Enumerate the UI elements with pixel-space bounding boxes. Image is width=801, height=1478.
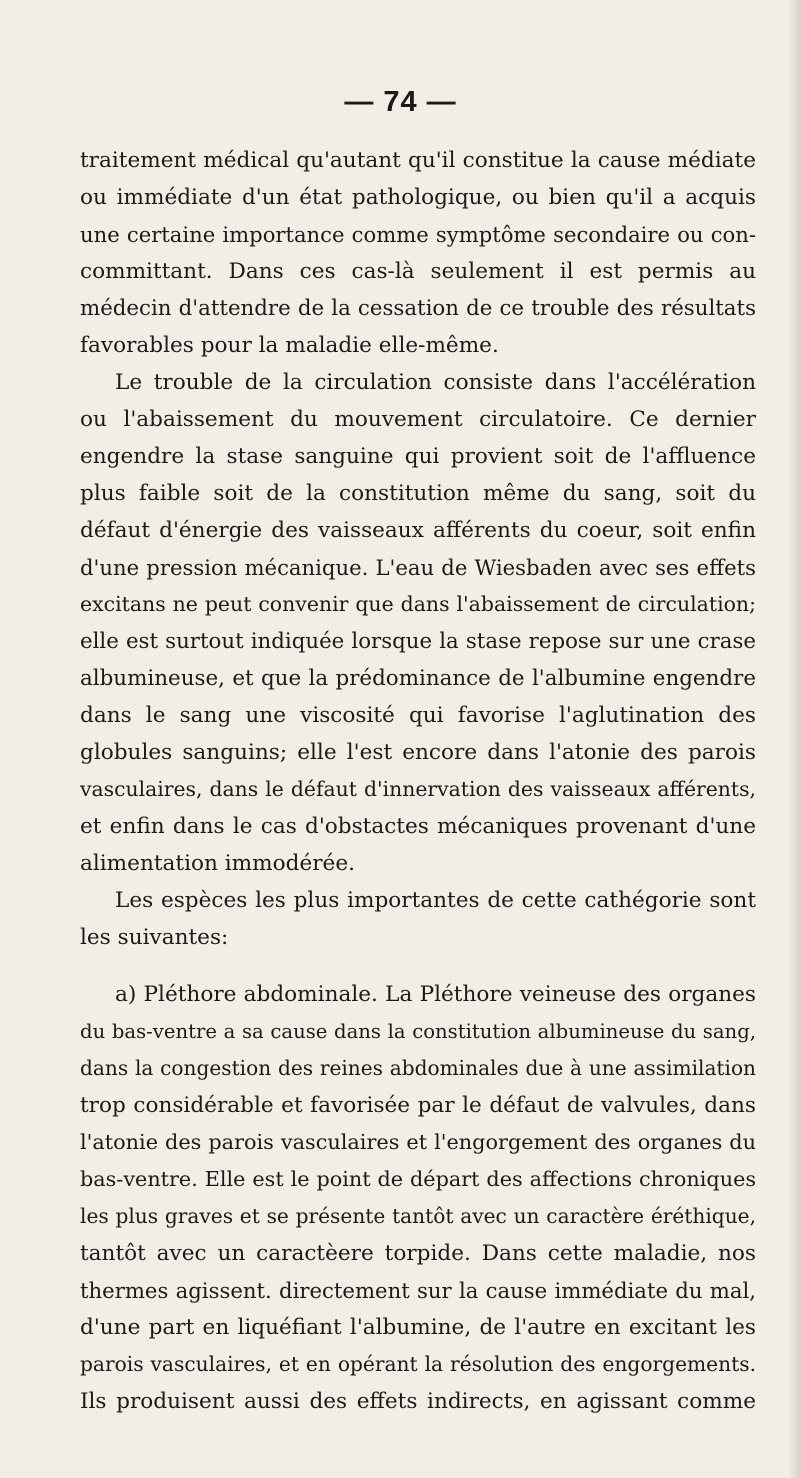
text-line: ou immédiate d'un état pathologique, ou bien qu'il a acquis [80,185,756,210]
paragraph [80,976,756,1420]
text-line: Les espèces les plus importantes de cette cathégorie sont [115,888,756,913]
text-line: dans la congestion des reines abdominales due à une assimilation [80,1056,756,1080]
text-line: ou l'abaissement du mouvement circulatoire. Ce dernier [80,407,756,432]
text-line: l'atonie des parois vasculaires et l'engorgement des organes du [80,1130,756,1154]
text-line: bas-ventre. Elle est le point de départ des affections chroniques [80,1167,756,1191]
paragraph [80,142,756,364]
text-line: défaut d'énergie des vaisseaux afférents du coeur, soit enfin [80,518,756,543]
text-line: favorables pour la maladie elle-même. [80,333,499,358]
paragraph [80,882,756,956]
text-line: tantôt avec un caractèere torpide. Dans cette maladie, nos [80,1241,756,1266]
text-line: plus faible soit de la constitution même du sang, soit du [80,481,756,506]
text-line: dans le sang une viscosité qui favorise l'aglutination des [80,703,756,728]
text-line: du bas-ventre a sa cause dans la constitution albumineuse du sang, [80,1020,756,1043]
text-line: elle est surtout indiquée lorsque la stase repose sur une crase [80,629,756,654]
text-line: vasculaires, dans le défaut d'innervation des vaisseaux afférents, [80,777,756,801]
text-line: trop considérable et favorisée par le défaut de valvules, dans [80,1093,756,1118]
text-line: Le trouble de la circulation consiste dans l'accélération [115,370,756,395]
paragraph [80,364,756,882]
text-line: committant. Dans ces cas-là seulement il est permis au [80,259,756,284]
text-line: et enfin dans le cas d'obstactes mécaniques provenant d'une [80,814,756,839]
text-line: traitement médical qu'autant qu'il constitue la cause médiate [80,148,756,173]
text-line: parois vasculaires, et en opérant la résolution des engorgements. [80,1352,756,1376]
paragraph-gap [80,956,756,976]
text-line: Ils produisent aussi des effets indirects, en agissant comme [80,1389,756,1414]
text-line: d'une pression mécanique. L'eau de Wiesbaden avec ses effets [80,555,756,580]
text-line: médecin d'attendre de la cessation de ce trouble des résultats [80,296,756,321]
text-line: une certaine importance comme symptôme secondaire ou con- [80,222,756,247]
text-line: engendre la stase sanguine qui provient soit de l'affluence [80,444,756,469]
text-line: excitans ne peut convenir que dans l'abaissement de circulation; [80,592,756,616]
body-text [80,142,756,1420]
text-line: les plus graves et se présente tantôt avec un caractère éréthique, [80,1204,756,1228]
text-line: a) Pléthore abdominale. La Pléthore veineuse des organes [115,982,756,1007]
text-line: d'une part en liquéfiant l'albumine, de l'autre en excitant les [80,1315,756,1340]
text-line: thermes agissent. directement sur la cause immédiate du mal, [80,1278,756,1303]
text-line: les suivantes: [80,925,229,950]
text-line: globules sanguins; elle l'est encore dans l'atonie des parois [80,740,756,765]
page-edge-shadow [787,0,801,1478]
page-number: — 74 — [344,86,457,118]
text-line: albumineuse, et que la prédominance de l'albumine engendre [80,666,756,691]
text-line: alimentation immodérée. [80,851,355,876]
